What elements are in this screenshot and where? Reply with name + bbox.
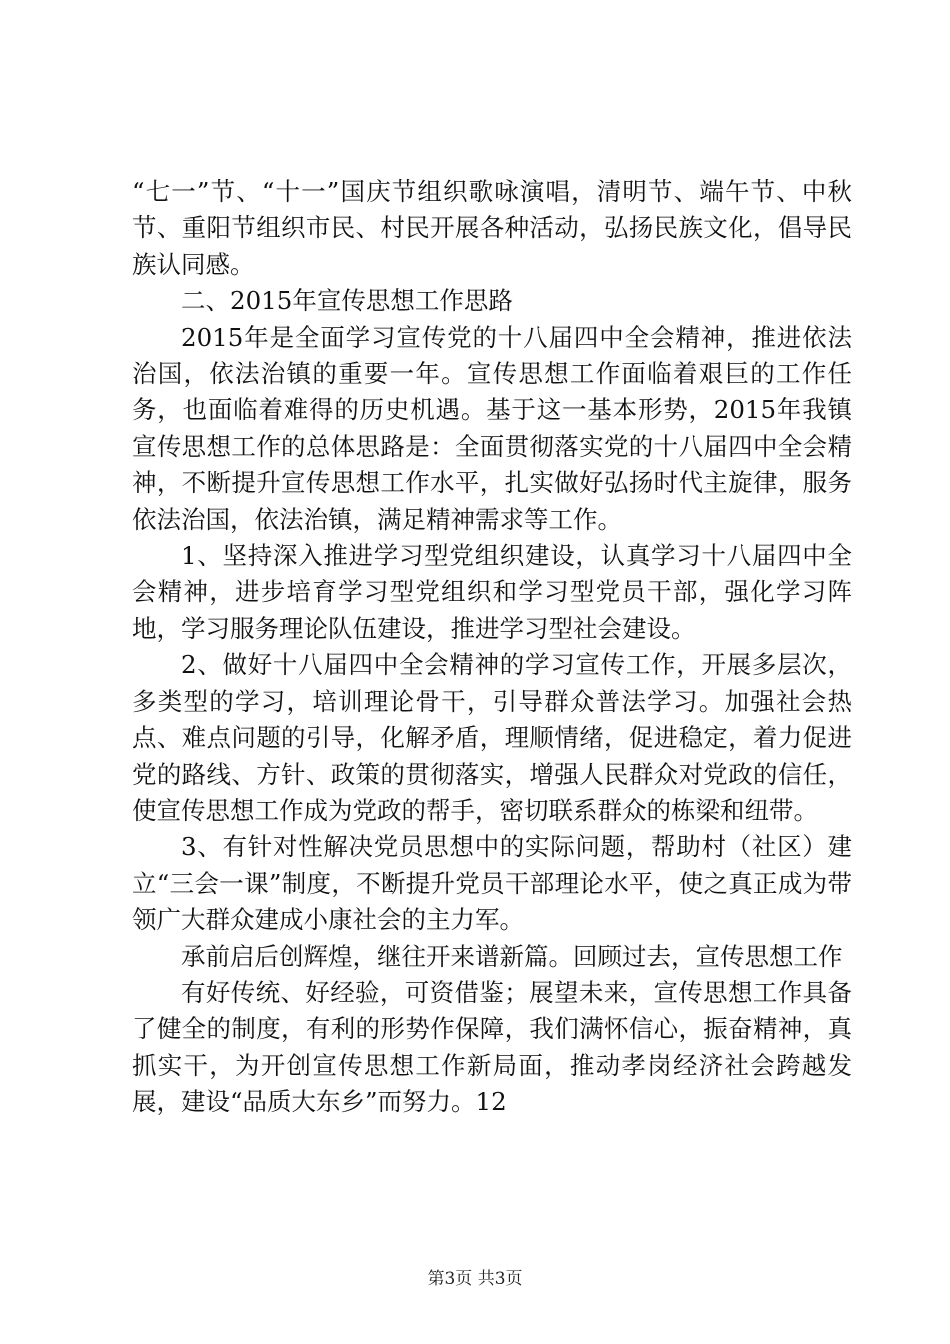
paragraph-overall-approach: 2015年是全面学习宣传党的十八届四中全会精神，推进依法治国，依法治镇的重要一年。宣传思想工作面临着艰巨的工作任务，也面临着难得的历史机遇。基于这一基本形势，2015年我镇宣传思想工作的总体思路是：全面贯彻落实党的十八届四中全会精神，不断提升宣传思想工作水平，扎实做好弘扬时代主旋律，服务依法治国，依法治镇，满足精神需求等工作。	[132, 322, 852, 534]
paragraph-festival-activities: “七一”节、“十一”国庆节组织歌咏演唱，清明节、端午节、中秋节、重阳节组织市民、村民开展各种活动，弘扬民族文化，倡导民族认同感。	[132, 177, 852, 279]
paragraph-conclusion: 有好传统、好经验，可资借鉴；展望未来，宣传思想工作具备了健全的制度，有利的形势作保障，我们满怀信心，振奋精神，真抓实干，为开创宣传思想工作新局面，推动孝岗经济社会跨越发展，建设“品质大东乡”而努力。12	[132, 977, 852, 1117]
paragraph-item-2: 2、做好十八届四中全会精神的学习宣传工作，开展多层次，多类型的学习，培训理论骨干，引导群众普法学习。加强社会热点、难点问题的引导，化解矛盾，理顺情绪，促进稳定，着力促进党的路线、方针、政策的贯彻落实，增强人民群众对党政的信任，使宣传思想工作成为党政的帮手，密切联系群众的栋梁和纽带。	[132, 650, 852, 825]
document-body	[132, 174, 852, 1121]
page-footer: 第3页 共3页	[427, 1269, 523, 1289]
paragraph-item-1: 1、坚持深入推进学习型党组织建设，认真学习十八届四中全会精神，进步培育学习型党组织和学习型党员干部，强化学习阵地，学习服务理论队伍建设，推进学习型社会建设。	[132, 541, 852, 643]
paragraph-conclusion-lead: 承前启后创辉煌，继往开来谱新篇。回顾过去，宣传思想工作	[181, 941, 843, 971]
section-heading-2015-work-plan: 二、2015年宣传思想工作思路	[181, 286, 513, 316]
paragraph-item-3: 3、有针对性解决党员思想中的实际问题，帮助村（社区）建立“三会一课”制度，不断提升党员干部理论水平，使之真正成为带领广大群众建成小康社会的主力军。	[132, 832, 852, 935]
